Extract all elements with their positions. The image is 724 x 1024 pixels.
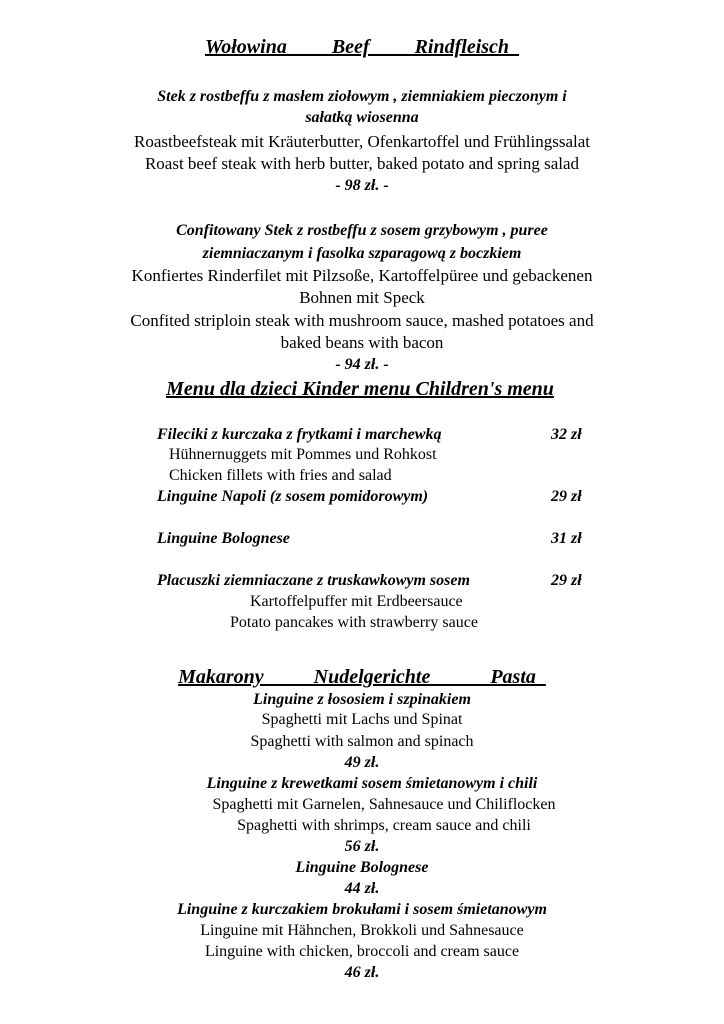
dish-name-pl: ziemniaczanym i fasolka szparagową z boczkiem (202, 245, 522, 262)
kids-item-price: 29 zł (551, 572, 582, 589)
pasta-item-en: Spaghetti with shrimps, cream sauce and chili (237, 817, 531, 834)
kids-item-price: 32 zł (551, 426, 582, 443)
section-header-beef: Wołowina Beef Rindfleisch (204, 36, 520, 58)
dish-price: - 98 zł. - (335, 177, 389, 194)
kids-item-en: Potato pancakes with strawberry sauce (230, 614, 478, 631)
pasta-item-pl: Linguine Bolognese (295, 859, 429, 876)
dish-name-de: Bohnen mit Speck (299, 288, 425, 307)
dish-name-pl: Stek z rostbeffu z masłem ziołowym , ziemniakiem pieczonym i (157, 88, 567, 105)
pasta-item-pl: Linguine z krewetkami sosem śmietanowym i chili (206, 775, 538, 792)
pasta-item-pl: Linguine z łososiem i szpinakiem (253, 691, 471, 708)
pasta-item-de: Spaghetti mit Lachs und Spinat (261, 711, 463, 728)
dish-name-de: Roastbeefsteak mit Kräuterbutter, Ofenkartoffel und Frühlingssalat (134, 132, 590, 151)
pasta-item-en: Linguine with chicken, broccoli and cream sauce (204, 943, 520, 960)
kids-item-name: Linguine Bolognese (157, 530, 290, 547)
pasta-item-price: 44 zł. (344, 880, 380, 897)
dish-name-en: Roast beef steak with herb butter, baked potato and spring salad (144, 154, 580, 173)
pasta-item-en: Spaghetti with salmon and spinach (250, 733, 474, 750)
kids-item-en: Chicken fillets with fries and salad (169, 467, 392, 484)
dish-name-en: baked beans with bacon (280, 333, 444, 352)
kids-item-name: Linguine Napoli (z sosem pomidorowym) (157, 488, 429, 505)
dish-name-pl: Confitowany Stek z rostbeffu z sosem grzybowym , puree (176, 222, 548, 239)
dish-price: - 94 zł. - (335, 356, 389, 373)
dish-name-de: Konfiertes Rinderfilet mit Pilzsoße, Kartoffelpüree und gebackenen (131, 266, 593, 285)
section-header-kids: Menu dla dzieci Kinder menu Children's menu (166, 378, 554, 400)
pasta-item-price: 46 zł. (344, 964, 380, 981)
dish-name-en: Confited striploin steak with mushroom sauce, mashed potatoes and (130, 311, 594, 330)
pasta-item-pl: Linguine z kurczakiem brokułami i sosem śmietanowym (177, 901, 547, 918)
kids-item-price: 29 zł (551, 488, 582, 505)
kids-item-de: Hühnernuggets mit Pommes und Rohkost (169, 446, 437, 463)
kids-item-name: Fileciki z kurczaka z frytkami i marchewką (157, 426, 442, 443)
kids-item-price: 31 zł (551, 530, 582, 547)
pasta-item-de: Spaghetti mit Garnelen, Sahnesauce und Chiliflocken (212, 796, 556, 813)
kids-item-name: Placuszki ziemniaczane z truskawkowym sosem (157, 572, 470, 589)
pasta-item-price: 49 zł. (344, 754, 380, 771)
pasta-item-price: 56 zł. (344, 838, 380, 855)
kids-item-de: Kartoffelpuffer mit Erdbeersauce (250, 593, 463, 610)
dish-name-pl: sałatką wiosenna (305, 109, 419, 126)
pasta-item-de: Linguine mit Hähnchen, Brokkoli und Sahnesauce (200, 922, 524, 939)
section-header-pasta: Makarony Nudelgerichte Pasta (178, 666, 546, 688)
